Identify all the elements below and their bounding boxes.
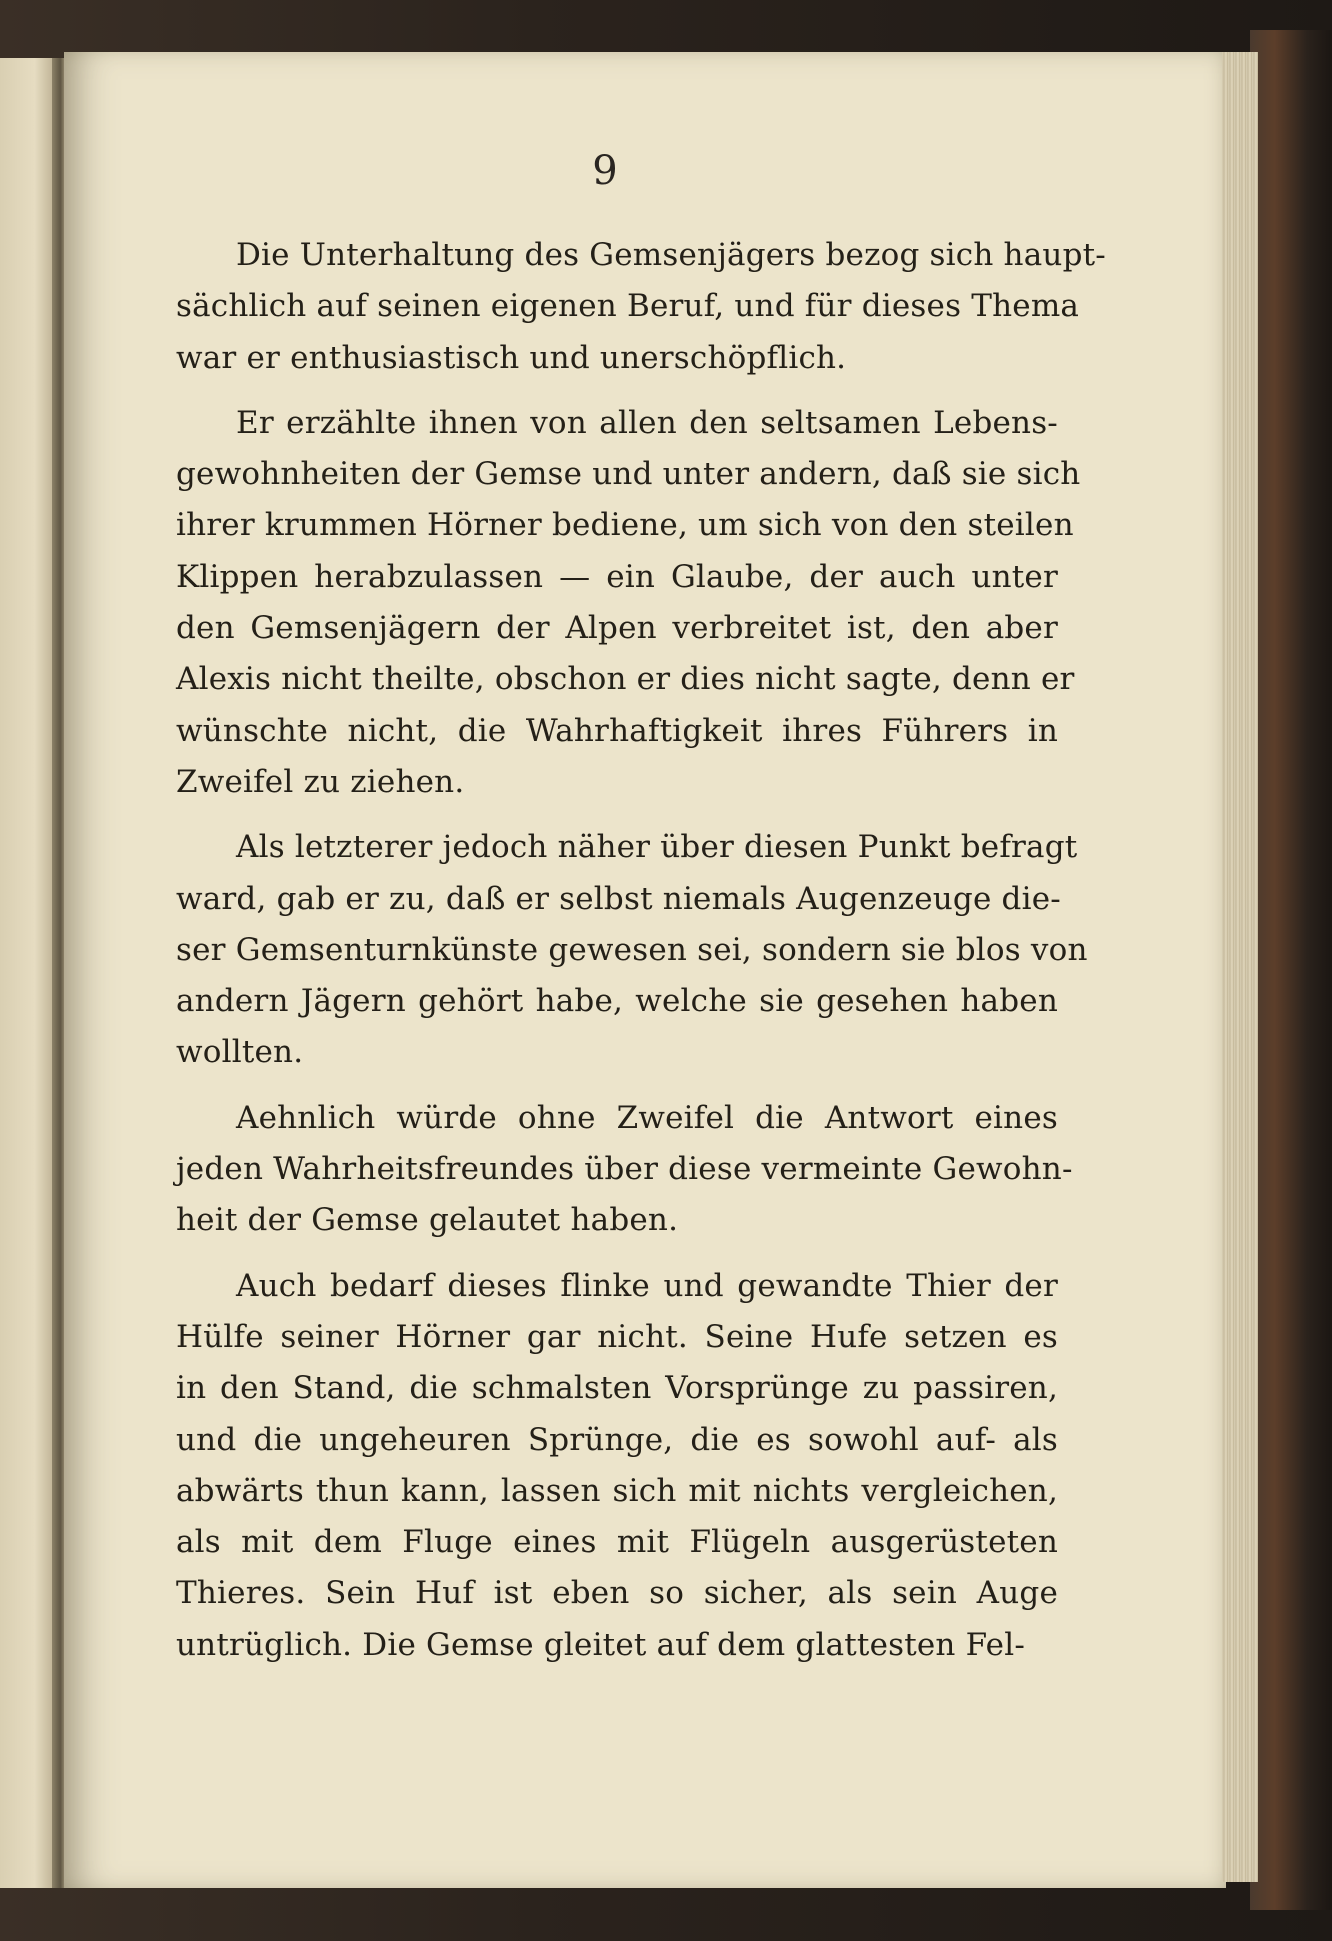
page-stack-edge [1222, 52, 1258, 1882]
facing-page-edge [0, 58, 58, 1888]
paragraph [176, 230, 1106, 384]
book-binding [1250, 30, 1332, 1910]
text-line: gewohnheiten der Gemse und unter andern, daß sie sich [176, 456, 1081, 493]
text-line: war er enthusiastisch und unerschöpflich. [176, 339, 847, 376]
paragraph [176, 1261, 1058, 1671]
text-line: Hülfe seiner Hörner gar nicht. Seine Hufe setzen es [176, 1318, 1058, 1355]
text-line: Er erzählte ihnen von allen den seltsamen Lebens- [236, 404, 1058, 441]
text-line: untrüglich. Die Gemse gleitet auf dem glattesten Fel- [176, 1626, 1025, 1663]
text-line: ihrer krummen Hörner bediene, um sich von den steilen [176, 507, 1074, 544]
text-line: andern Jägern gehört habe, welche sie gesehen haben [176, 983, 1058, 1020]
text-line: Zweifel zu ziehen. [176, 763, 465, 800]
text-line: Aehnlich würde ohne Zweifel die Antwort eines [236, 1099, 1058, 1136]
text-line: wollten. [176, 1034, 304, 1071]
text-line: Auch bedarf dieses flinke und gewandte Thier der [236, 1267, 1058, 1304]
paragraph [176, 822, 1088, 1078]
text-line: Alexis nicht theilte, obschon er dies nicht sagte, denn er [176, 661, 1075, 698]
text-line: ser Gemsenturnkünste gewesen sei, sondern sie blos von [176, 931, 1088, 968]
text-line: in den Stand, die schmalsten Vorsprünge zu passiren, [176, 1370, 1058, 1407]
page-number: 9 [592, 148, 618, 194]
paragraph [176, 398, 1081, 808]
paragraph [176, 1093, 1073, 1247]
text-line: als mit dem Fluge eines mit Flügeln ausgerüsteten [176, 1524, 1058, 1561]
text-line: abwärts thun kann, lassen sich mit nichts vergleichen, [176, 1472, 1058, 1509]
text-line: sächlich auf seinen eigenen Beruf, und für dieses Thema [176, 288, 1080, 325]
text-line: wünschte nicht, die Wahrhaftigkeit ihres Führers in [176, 712, 1058, 749]
text-line: Klippen herabzulassen — ein Glaube, der auch unter [176, 558, 1058, 595]
text-line: Als letzterer jedoch näher über diesen Punkt befragt [236, 829, 1078, 866]
text-line: heit der Gemse gelautet haben. [176, 1202, 679, 1239]
text-line: Thieres. Sein Huf ist eben so sicher, als sein Auge [176, 1575, 1058, 1612]
text-line: und die ungeheuren Sprünge, die es sowohl auf- als [176, 1421, 1058, 1458]
text-line: Die Unterhaltung des Gemsenjägers bezog sich haupt- [236, 237, 1106, 273]
text-line: jeden Wahrheitsfreundes über diese vermeinte Gewohn- [176, 1151, 1073, 1188]
page-text [176, 230, 1106, 1685]
text-line: den Gemsenjägern der Alpen verbreitet ist, den aber [176, 610, 1058, 647]
text-line: ward, gab er zu, daß er selbst niemals Augenzeuge die- [176, 880, 1061, 917]
